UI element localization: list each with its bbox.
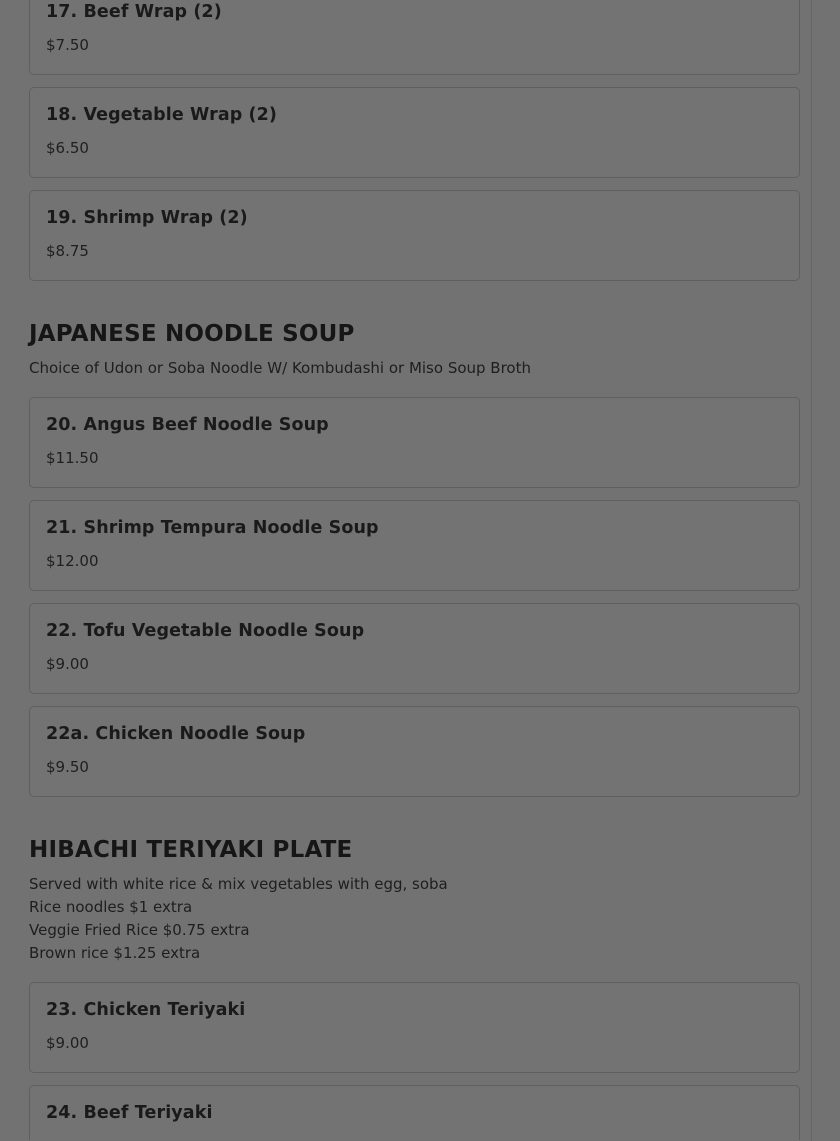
- section-description-line: Rice noodles $1 extra: [29, 898, 193, 916]
- section-description-line: Choice of Udon or Soba Noodle W/ Kombudashi or Miso Soup Broth: [29, 359, 532, 377]
- menu-item-card[interactable]: [29, 982, 800, 1073]
- menu-item-card[interactable]: [29, 1085, 800, 1140]
- section-description-line: Veggie Fried Rice $0.75 extra: [29, 921, 250, 939]
- section-description-line: Brown rice $1.25 extra: [29, 944, 201, 962]
- menu-item-name: 17. Beef Wrap (2): [46, 2, 222, 22]
- page-scroll-edge: [811, 0, 812, 1141]
- menu-item-card[interactable]: [29, 87, 800, 178]
- section-title: JAPANESE NOODLE SOUP: [29, 321, 355, 347]
- menu-item-card[interactable]: [29, 603, 800, 694]
- menu-item-name: 20. Angus Beef Noodle Soup: [46, 415, 329, 435]
- menu-item-name: 22. Tofu Vegetable Noodle Soup: [46, 621, 365, 641]
- menu-item-card[interactable]: [29, 0, 800, 75]
- menu-item-price: $11.50: [46, 449, 99, 467]
- section-description: [29, 357, 531, 380]
- menu-item-name: 21. Shrimp Tempura Noodle Soup: [46, 518, 379, 538]
- menu-item-name: 19. Shrimp Wrap (2): [46, 208, 248, 228]
- menu-item-price: $7.50: [46, 36, 89, 54]
- menu-item-price: $9.00: [46, 1034, 89, 1052]
- menu-item-name: 24. Beef Teriyaki: [46, 1103, 213, 1123]
- section-description-line: Served with white rice & mix vegetables with egg, soba: [29, 875, 448, 893]
- menu-item-price: $9.00: [46, 655, 89, 673]
- section-description: [29, 873, 448, 965]
- menu-item-price: $8.75: [46, 242, 89, 260]
- section-title: HIBACHI TERIYAKI PLATE: [29, 837, 353, 863]
- menu-item-price: $6.50: [46, 139, 89, 157]
- menu-item-card[interactable]: [29, 397, 800, 488]
- menu-item-card[interactable]: [29, 500, 800, 591]
- menu-item-price: $12.00: [46, 552, 99, 570]
- menu-item-name: 22a. Chicken Noodle Soup: [46, 724, 306, 744]
- menu-item-card[interactable]: [29, 706, 800, 797]
- menu-item-price: $9.50: [46, 758, 89, 776]
- menu-item-name: 23. Chicken Teriyaki: [46, 1000, 246, 1020]
- menu-item-card[interactable]: [29, 190, 800, 281]
- menu-item-name: 18. Vegetable Wrap (2): [46, 105, 278, 125]
